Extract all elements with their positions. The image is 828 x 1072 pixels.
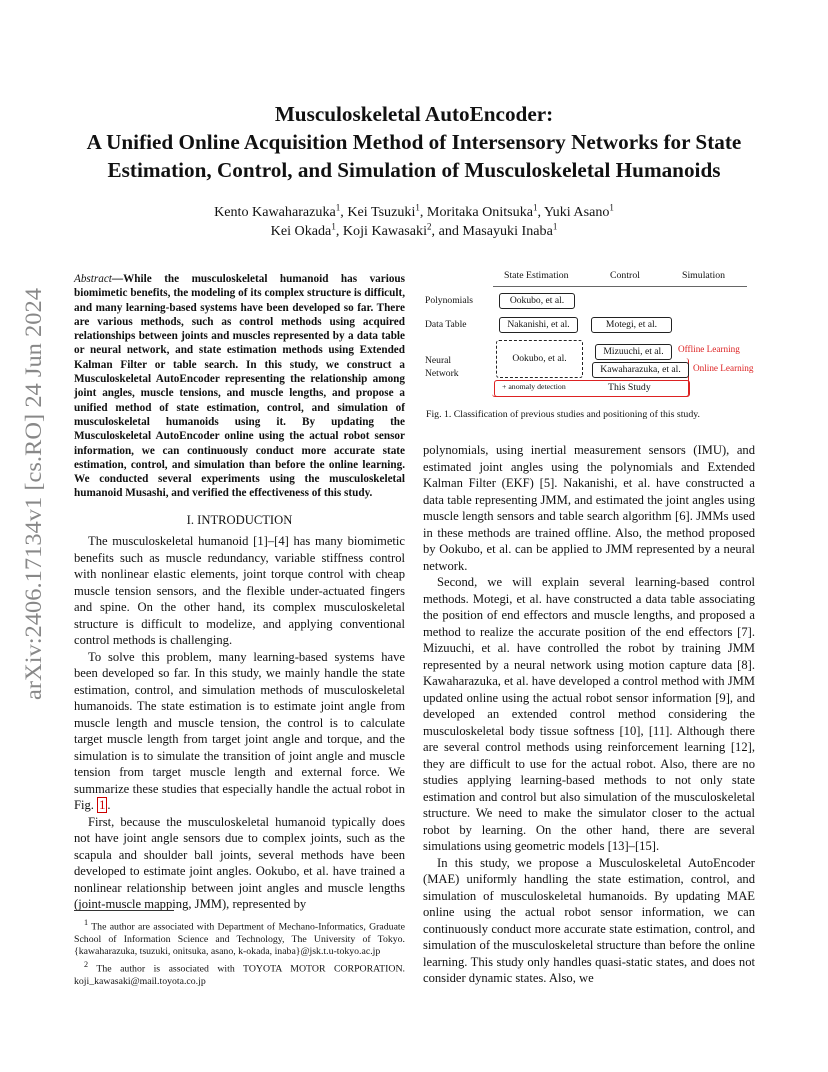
body-paragraph-text: To solve this problem, many learning-based systems have been developed so far. In this study, we mainly handle the state estimation, control, and simulation methods of musculoskeletal humanoids. The state estimation is to estimate joint angle from muscle length and muscle tension, the control is to calculate target muscle length from target joint angle and torque, and the simulation is to simulate the transition of joint angle and muscle tension from target muscle length and external force. We summarize these studies that especially handle the actual robot in Fig.	[74, 649, 405, 812]
body-paragraph: First, because the musculoskeletal humanoid typically does not have joint angle sensors due to complex joints, such as the scapula and shoulder ball joints, several methods have been developed to estimate joint angles. Ookubo, et al. have trained a nonlinear relationship between joint angles and muscle lengths (joint-muscle mapping, JMM), represented by	[74, 814, 405, 911]
footnote	[74, 959, 405, 988]
paper-title	[0, 100, 828, 184]
section-heading: I. INTRODUCTION	[186, 513, 293, 527]
title-line-3: Estimation, Control, and Simulation of Musculoskeletal Humanoids	[107, 158, 721, 182]
author-name: and Masayuki Inaba	[438, 223, 553, 239]
study-box: Nakanishi, et al.	[499, 317, 578, 333]
right-column-body	[423, 442, 755, 987]
author-affil: 1	[533, 202, 538, 213]
arxiv-stamp	[22, 288, 48, 700]
author-name: Koji Kawasaki	[342, 223, 428, 239]
study-box: Ookubo, et al.	[499, 293, 575, 309]
left-column-body	[74, 533, 405, 913]
arxiv-stamp-text: arXiv:2406.17134v1 [cs.RO] 24 Jun 2024	[21, 304, 47, 700]
figure-reference-link[interactable]: 1	[99, 798, 106, 812]
author-name: Moritaka Onitsuka	[426, 204, 533, 220]
row-label: Network	[425, 368, 459, 379]
study-box: Kawaharazuka, et al.	[592, 362, 689, 378]
author-affil: 1	[552, 221, 558, 232]
author-name: Yuki Asano	[544, 204, 610, 220]
author-name: Kei Okada	[270, 223, 332, 239]
figure-1-classification	[422, 266, 758, 398]
header-rule	[493, 286, 747, 287]
this-study-label: This Study	[608, 382, 651, 393]
author-line-2: Kei Okada$^1$, Koji Kawasaki$^2$, and Masayuki Inaba$^1$	[270, 221, 558, 239]
author-line-1: Kento Kawaharazuka$^1$, Kei Tsuzuki$^1$, Moritaka Onitsuka$^1$, Yuki Asano$^1$	[214, 202, 614, 220]
body-paragraph: polynomials, using inertial measurement sensors (IMU), and estimated joint angles using the polynomials and Extended Kalman Filter (EKF) [5]. Nakanishi, et al. have constructed a data table representing JMM, and estimated the joint angles using muscle length sensors and table search algorithm [6]. JMMs used in these methods are trained offline. Also, the method proposed by Ookubo, et al. can be applied to JMM represented by a neural network.	[423, 443, 755, 573]
figure-caption: Fig. 1. Classification of previous studies and positioning of this study.	[426, 409, 700, 420]
abstract-lead: Abstract	[74, 273, 112, 285]
author-affil: 1	[609, 202, 614, 213]
footnote-mark: 2	[84, 960, 89, 970]
online-learning-label: Online Learning	[693, 363, 754, 373]
study-box-dashed: Ookubo, et al.	[496, 340, 583, 378]
author-affil: 1	[335, 202, 341, 213]
row-label: Data Table	[425, 319, 467, 330]
title-line-1: Musculoskeletal AutoEncoder:	[274, 102, 554, 126]
author-list	[0, 203, 828, 241]
anomaly-detection-note: + anomaly detection	[502, 382, 566, 391]
column-header: State Estimation	[504, 270, 569, 281]
abstract-text: —While the musculoskeletal humanoid has various biomimetic benefits, the modeling of its complex structure is difficult, and many learning-based systems have been developed so far. There are various methods, such as control methods using acquired relationships between joints and muscles represented by a data table or neural network, and state estimation methods using Extended Kalman Filter or table search. In this study, we construct a Musculoskeletal AutoEncoder representing the relationship among joint angles, muscle tensions, and muscle lengths, and propose a unified method of state estimation, control, and simulation of musculoskeletal humanoids using it. By updating the Musculoskeletal AutoEncoder online using the actual robot sensor information, we can continuously conduct more accurate state estimation, control, and simulation than before the online learning. We conducted several experiments using the musculoskeletal humanoid Musashi, and verified the effectiveness of this study.	[74, 273, 405, 500]
author-name: Kento Kawaharazuka	[214, 204, 336, 220]
column-header: Control	[610, 270, 640, 281]
column-header: Simulation	[682, 270, 726, 281]
footnote-text: The author are associated with Department of Mechano-Informatics, Graduate School of Information Science and Technology, The University of Tokyo. {kawaharazuka, tsuzuki, onitsuka, asano, k-okada, inaba}@jsk.t.u-tokyo.ac.jp	[74, 921, 405, 958]
author-affil: 2	[427, 221, 432, 232]
author-affil: 1	[331, 221, 336, 232]
footnote-divider	[74, 910, 174, 911]
row-label: Polynomials	[425, 295, 473, 306]
abstract	[74, 272, 405, 501]
title-line-2: A Unified Online Acquisition Method of Intersensory Networks for State	[86, 130, 742, 154]
body-paragraph: To solve this problem, many learning-based systems have been developed so far. In this study, we mainly handle the state estimation, control, and simulation methods of musculoskeletal humanoids. The state estimation is to estimate joint angle from muscle length and muscle tension, the control is to calculate target muscle length from target joint angle and torque, and the simulation is to simulate the transition of joint angle and muscle tension from target muscle length and external force. We summarize these studies that especially handle the actual robot in Fig. 1 .	[74, 649, 405, 812]
author-affil: 1	[415, 202, 420, 213]
offline-learning-label: Offline Learning	[678, 344, 740, 354]
author-name: Kei Tsuzuki	[347, 204, 416, 220]
footnote-mark: 1	[84, 918, 89, 927]
study-box: Motegi, et al.	[591, 317, 672, 333]
body-paragraph: Second, we will explain several learning-based control methods. Motegi, et al. have constructed a data table associating the position of end effectors and muscle lengths, and proposed a method to realize the accurate position of the end effectors [7]. Mizuuchi, et al. have controlled the robot by training JMM represented by a neural network using motion capture data [8]. Kawaharazuka, et al. have developed a control method with JMM updated online using the actual robot sensor information [9], and developed an extended control method considering the musculoskeletal body tissue softness [10], [11]. Although there are several control methods using reinforcement learning [12], they are difficult to use for the actual robot. Also, there are no studies applying learning-based methods to not only state estimation and control but also simulation of the musculoskeletal structure. We need to make the simulator closer to the actual robot by learning. On the other hand, there are several simulations using geometric models [13]–[15].	[423, 575, 755, 853]
body-paragraph: The musculoskeletal humanoid [1]–[4] has many biomimetic benefits such as muscle redundancy, variable stiffness control with nonlinear elastic elements, joint torque control with cheap muscle tension sensors, and the flexible under-actuated fingers and spine. On the other hand, its complex musculoskeletal structure is difficult to modelize, and applying conventional control methods is challenging.	[74, 534, 405, 647]
footnote-text: The author is associated with TOYOTA MOTOR CORPORATION. koji_kawasaki@mail.toyota.co.jp	[74, 963, 405, 987]
footnotes	[74, 917, 405, 989]
row-label: Neural	[425, 355, 452, 366]
footnote	[74, 917, 405, 959]
body-paragraph: In this study, we propose a Musculoskeletal AutoEncoder (MAE) uniformly handling the state estimation, control, and simulation of musculoskeletal humanoids. By updating MAE online using the actual robot sensor information, we can continuously conduct more accurate state estimation, control, and simulation of the musculoskeletal structure than before the online learning. This study only handles quasi-static states, and does not consider dynamic states. Also, we	[423, 855, 755, 985]
study-box: Mizuuchi, et al.	[595, 344, 672, 360]
